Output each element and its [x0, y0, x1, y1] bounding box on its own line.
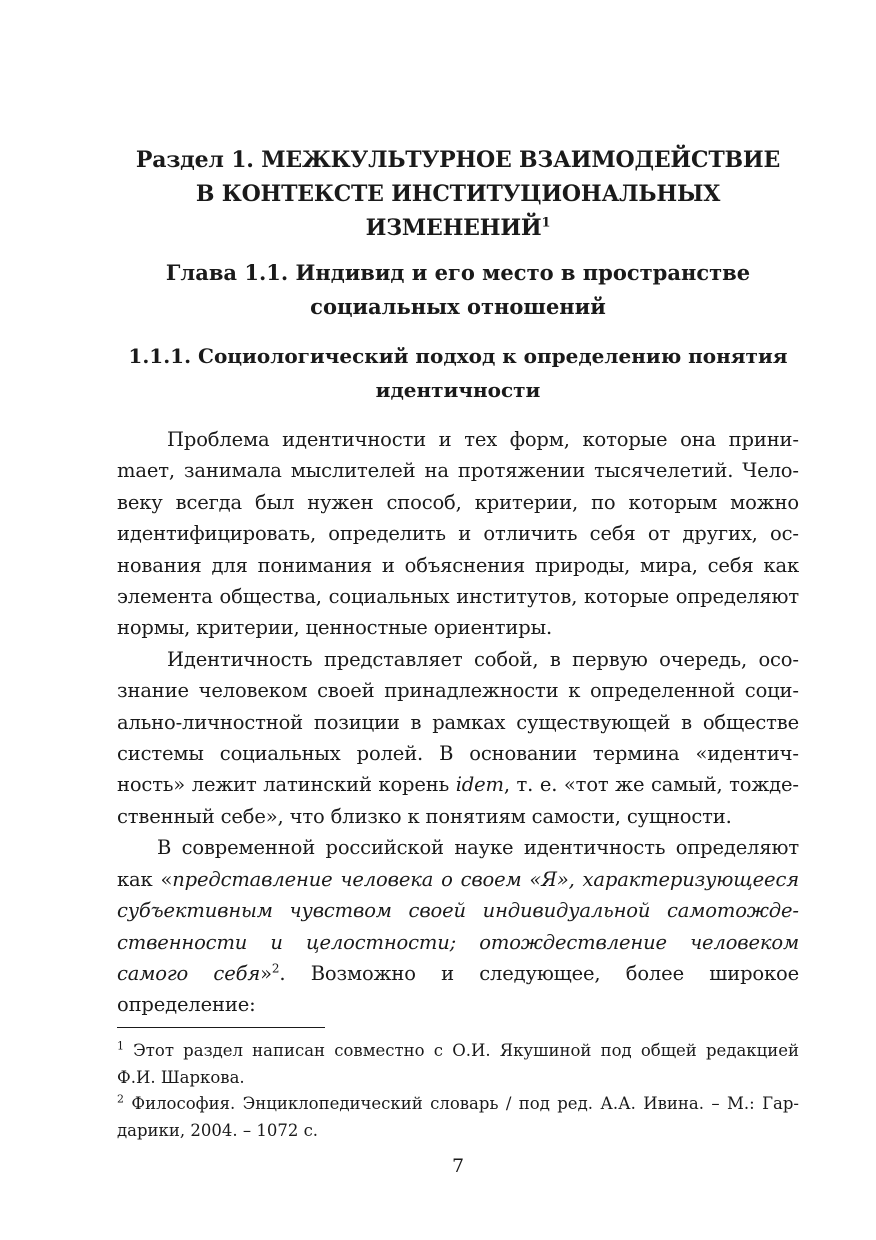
footnote-1-text: Этот раздел написан совместно с О.И. Якушиной под общей редакцией Ф.И. Шаркова. [117, 1041, 799, 1087]
section-title-line-2 [117, 177, 799, 245]
subsection-title [117, 339, 799, 407]
footnote-divider [117, 1027, 325, 1028]
footnote-2 [117, 1091, 799, 1144]
paragraph-3-end: . Возможно и следующее, более широкое определение: [117, 961, 800, 1017]
paragraph-3-quote-close: » [260, 961, 272, 985]
footnote-2-text: Философия. Энциклопедический словарь / под ред. А.А. Ивина. – М.: Гардарики, 2004. – 1072 с. [117, 1094, 799, 1140]
paragraph-2-italic-term: idem [455, 773, 504, 797]
section-title-line-2-text: В КОНТЕКСТЕ ИНСТИТУЦИОНАЛЬНЫХ ИЗМЕНЕНИЙ [195, 181, 721, 241]
footnote-1-marker: 1 [117, 1039, 124, 1053]
paragraph-3-quote: представление человека о своем «Я», характеризующееся субъективным чувством своей индивидуальной самотождественности и целостности; отождествление человеком самого себя [117, 867, 799, 985]
section-footnote-ref[interactable]: 1 [541, 215, 551, 231]
section-title [117, 143, 799, 245]
subsection-title-line-1: 1.1.1. Социологический подход к определению понятия [128, 344, 788, 368]
paragraph-1: Проблема идентичности и тех форм, которые она приниmает, занимала мыслителей на протяжении тысячелетий. Человеку всегда был нужен способ, критерии, по которым можно идентифицировать, определить и отличить себя от других, основания для понимания и объяснения природы, мира, себя как элемента общества, социальных институтов, которые определяют нормы, критерии, ценностные ориентиры. [117, 428, 799, 640]
chapter-title [117, 256, 799, 324]
paragraph-2-end: , т. е. «тот же самый, тождественный себе», что близко к понятиям самости, сущности. [117, 773, 799, 828]
paragraph-2 [117, 644, 799, 832]
chapter-title-line-1: Глава 1.1. Индивид и его место в пространстве [165, 260, 751, 285]
paragraph-3-footnote-ref[interactable]: 2 [271, 961, 280, 976]
page-number: 7 [451, 1155, 465, 1177]
footnote-1 [117, 1038, 799, 1091]
footnote-2-marker: 2 [117, 1092, 124, 1106]
footnotes [117, 1038, 799, 1144]
document-page [117, 0, 799, 1240]
paragraph-2-start: Идентичность представляет собой, в первую очередь, осознание человеком своей принадлежности к определенной социально-личностной позиции в рамках существующей в обществе системы социальных ролей. В основании термина «идентичность» лежит латинский корень [117, 647, 799, 797]
chapter-title-line-2: социальных отношений [310, 294, 606, 319]
body-text [117, 424, 799, 1021]
paragraph-3-start: В современной российской науке идентичность определяют как « [117, 836, 799, 891]
subsection-title-line-2: идентичности [375, 378, 541, 402]
section-title-line-1: Раздел 1. МЕЖКУЛЬТУРНОЕ ВЗАИМОДЕЙСТВИЕ [135, 147, 781, 173]
paragraph-3 [117, 832, 799, 1020]
